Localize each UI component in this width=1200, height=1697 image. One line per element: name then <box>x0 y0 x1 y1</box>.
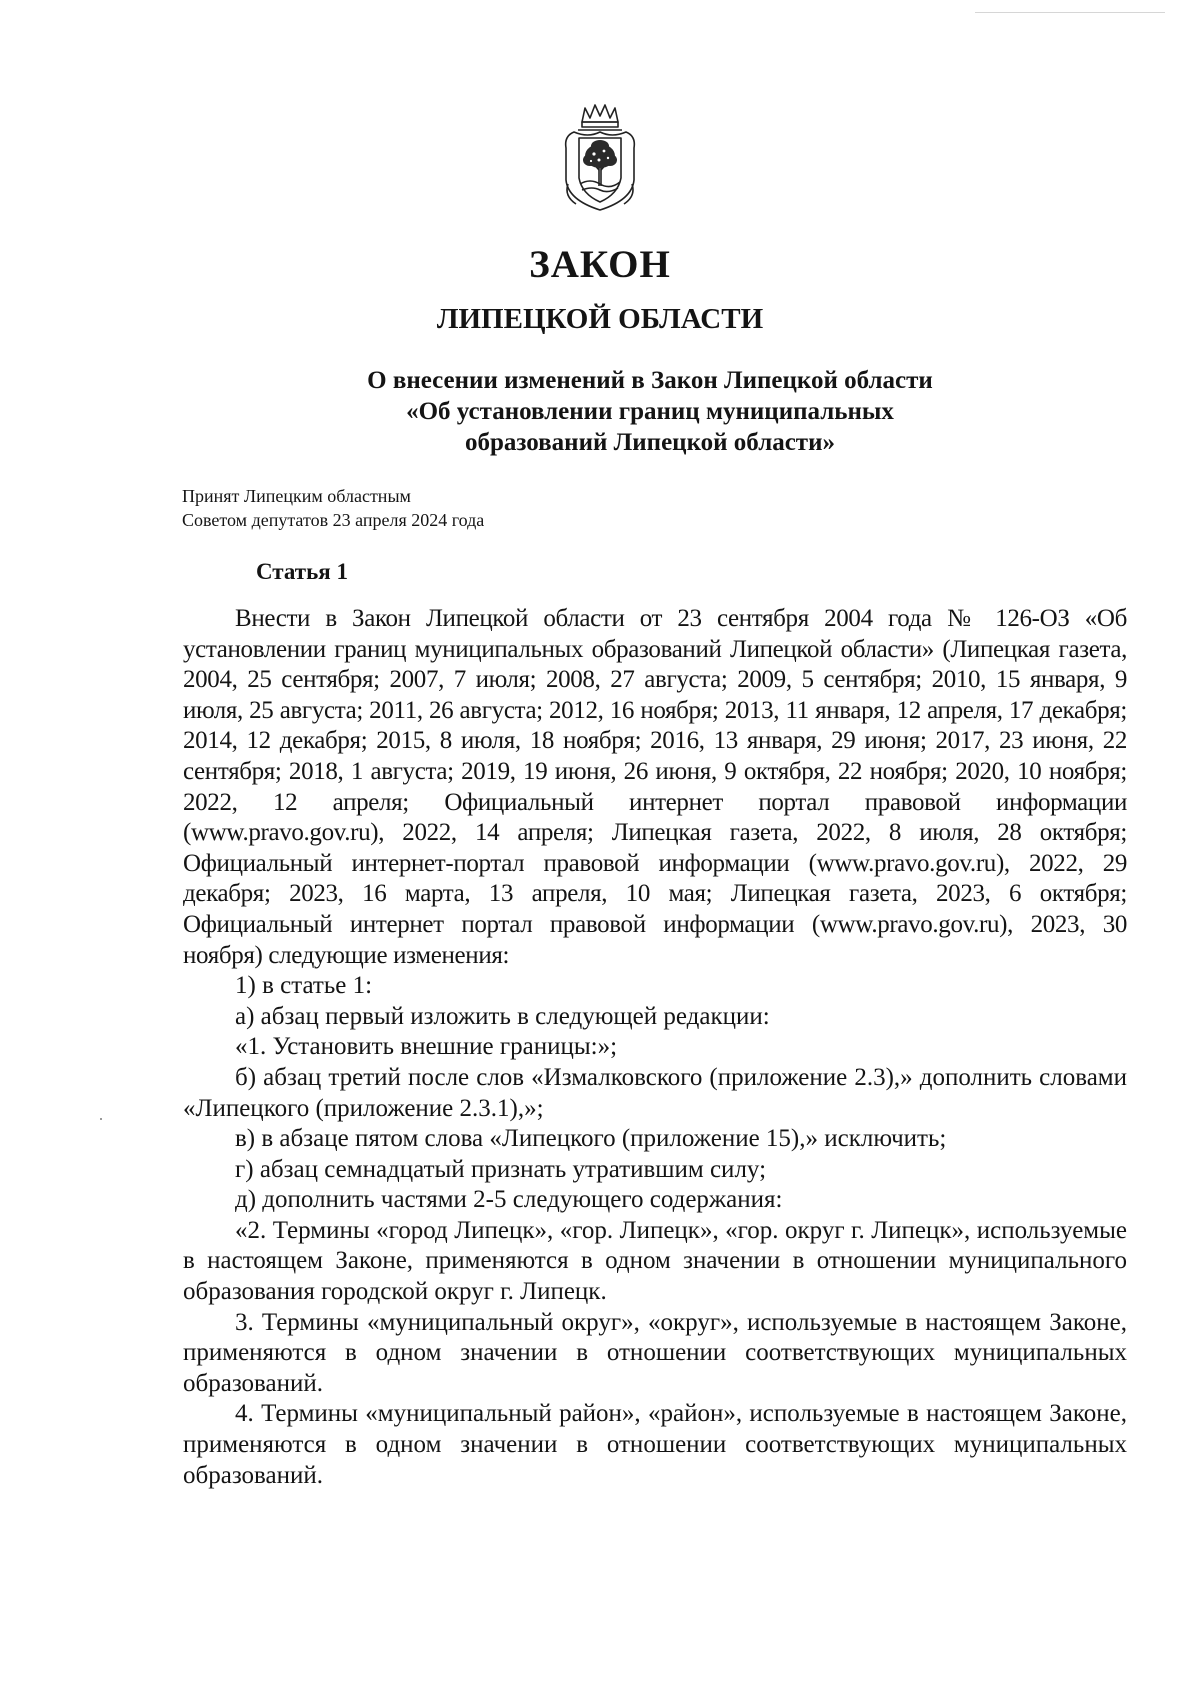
lipetsk-coat-of-arms-icon <box>552 100 648 218</box>
adoption-note <box>182 484 484 532</box>
article-body <box>183 604 1127 1491</box>
article-paragraph: 4. Термины «муниципальный район», «район», используемые в настоящем Законе, применяются в одном значении в отношении соответствующих муниципальных образований. <box>183 1400 1127 1489</box>
document-subtitle: ЛИПЕЦКОЙ ОБЛАСТИ <box>436 303 764 335</box>
article-paragraph: Внести в Закон Липецкой области от 23 сентября 2004 года № 126-ОЗ «Об установлении границ муниципальных образований Липецкой области» (Липецкая газета, 2004, 25 сентября; 2007, 7 июля; 2008, 27 августа; 2009, 5 сентября; 2010, 15 января, 9 июля, 25 августа; 2011, 26 августа; 2012, 16 ноября; 2013, 11 января, 12 апреля, 17 декабря; 2014, 12 декабря; 2015, 8 июля, 18 ноября; 2016, 13 января, 29 июня; 2017, 23 июня, 22 сентября; 2018, 1 августа; 2019, 19 июня, 26 июня, 9 октября, 22 ноября; 2020, 10 ноября; 2022, 12 апреля; Официальный интернет портал правовой информации (www.pravo.gov.ru), 2022, 14 апреля; Липецкая газета, 2022, 8 июля, 28 октября; Официальный интернет-портал правовой информации (www.pravo.gov.ru), 2022, 29 декабря; 2023, 16 марта, 13 апреля, 10 мая; Липецкая газета, 2023, 6 октября; Официальный интернет портал правовой информации (www.pravo.gov.ru), 2023, 30 ноября) следующие изменения: <box>183 605 1127 969</box>
article-paragraph: в) в абзаце пятом слова «Липецкого (приложение 15),» исключить; <box>235 1125 947 1153</box>
article-paragraph: б) абзац третий после слов «Измалковского (приложение 2.3),» дополнить словами «Липецкого (приложение 2.3.1),»; <box>183 1063 1127 1122</box>
article-paragraph: «2. Термины «город Липецк», «гор. Липецк», «гор. округ г. Липецк», используемые в настоящем Законе, применяются в одном значении в отношении муниципального образования городской округ г. Липецк. <box>183 1216 1127 1306</box>
subject-line-1: О внесении изменений в Закон Липецкой области <box>367 367 933 394</box>
article-paragraph: 3. Термины «муниципальный округ», «округ», используемые в настоящем Законе, применяются в одном значении в отношении соответствующих муниципальных образований. <box>183 1308 1127 1397</box>
article-paragraph: 1) в статье 1: <box>235 972 373 1000</box>
article-paragraph: г) абзац семнадцатый признать утратившим силу; <box>235 1155 767 1183</box>
subject-line-2: «Об установлении границ муниципальных <box>406 398 894 425</box>
scan-edge-mark <box>975 12 1165 13</box>
scan-speck <box>100 1118 102 1120</box>
document-subject <box>200 365 1100 458</box>
article-paragraph: а) абзац первый изложить в следующей редакции: <box>235 1002 770 1030</box>
article-paragraph: д) дополнить частями 2-5 следующего содержания: <box>235 1186 783 1214</box>
adoption-line-2: Советом депутатов 23 апреля 2024 года <box>182 510 485 530</box>
article-paragraph: «1. Установить внешние границы:»; <box>235 1033 618 1061</box>
adoption-line-1: Принят Липецким областным <box>182 486 411 506</box>
subject-line-3: образований Липецкой области» <box>465 429 835 456</box>
article-heading: Статья 1 <box>256 559 348 584</box>
document-title: ЗАКОН <box>529 243 671 286</box>
